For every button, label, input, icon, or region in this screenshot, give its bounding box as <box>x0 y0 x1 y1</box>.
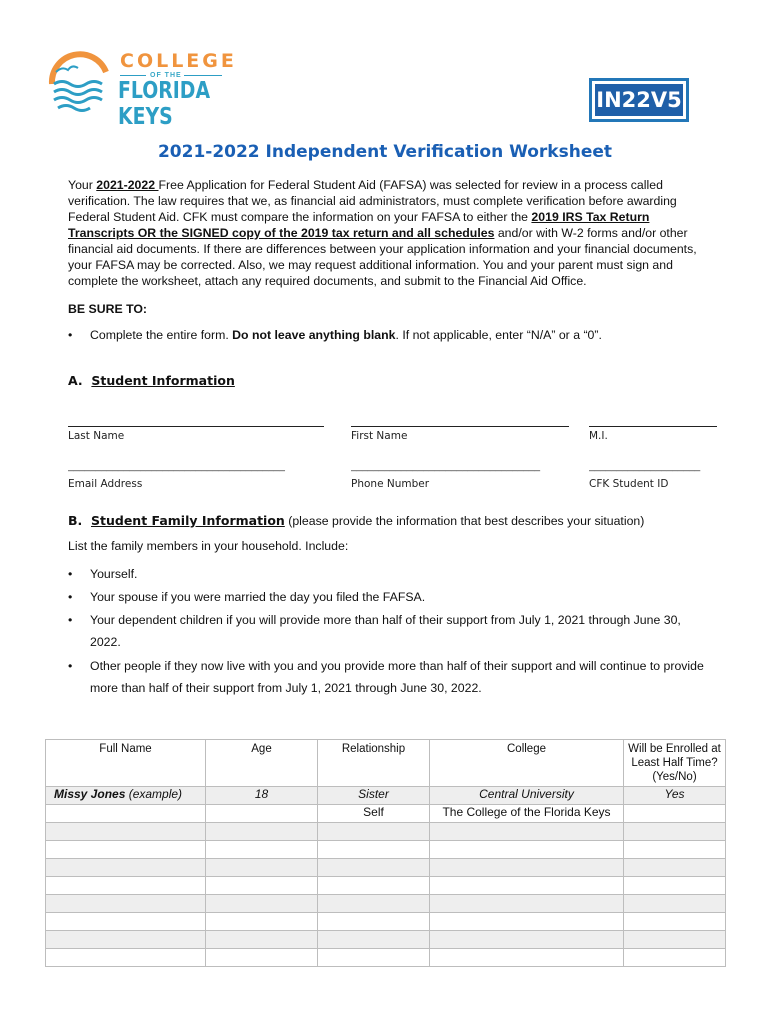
sun-waves-icon <box>44 44 114 114</box>
first-name-label: First Name <box>351 430 408 442</box>
college-cell[interactable] <box>430 859 624 877</box>
bullet-icon: • <box>68 567 73 581</box>
section-b-heading <box>68 513 644 528</box>
college-cell[interactable] <box>430 841 624 859</box>
age-cell[interactable] <box>206 913 318 931</box>
relationship-cell[interactable] <box>318 913 430 931</box>
relationship-cell[interactable] <box>318 949 430 967</box>
age-cell[interactable] <box>206 805 318 823</box>
enrolled-cell[interactable] <box>624 913 726 931</box>
table-header-row <box>46 740 726 787</box>
section-title: Student Information <box>91 373 235 388</box>
table-row <box>46 913 726 931</box>
age-cell[interactable] <box>206 823 318 841</box>
college-cell[interactable] <box>430 895 624 913</box>
section-title: Student Family Information <box>91 513 285 528</box>
enrolled-cell[interactable] <box>624 859 726 877</box>
family-list-intro: List the family members in your household. Include: <box>68 539 349 553</box>
relationship-cell[interactable] <box>318 931 430 949</box>
family-bullet-text: Your dependent children if you will provide more than half of their support from July 1, 2021 through June 30, 2022. <box>90 613 681 649</box>
age-cell[interactable] <box>206 931 318 949</box>
age-cell[interactable] <box>206 859 318 877</box>
name-cell[interactable] <box>46 823 206 841</box>
relationship-cell[interactable] <box>318 823 430 841</box>
table-row <box>46 877 726 895</box>
age-cell[interactable] <box>206 949 318 967</box>
intro-text: Your <box>68 178 97 192</box>
enrolled-cell[interactable] <box>624 805 726 823</box>
logo-florida-keys-text: FLORIDA KEYS <box>118 78 211 130</box>
table-row <box>46 841 726 859</box>
be-sure-text: Complete the entire form. <box>90 328 233 342</box>
intro-required-docs: 2019 IRS Tax Return Transcripts OR the SIGNED copy of the 2019 tax return and all schedules <box>68 210 650 240</box>
college-cell[interactable] <box>430 931 624 949</box>
family-bullet-text: Other people if they now live with you and you provide more than half of their support and will continue to provide more than half of their support from July 1, 2021 through June 30, 2022. <box>90 659 704 695</box>
intro-text: Free Application for Federal Student Aid (FAFSA) was selected for review in a process called verification. The law requires that we, as financial aid administrators, must complete verification before awarding Federal Student Aid. CFK must compare the information on your FAFSA to either the <box>68 178 677 224</box>
enrolled-cell[interactable] <box>624 931 726 949</box>
section-letter: B. <box>68 513 83 528</box>
be-sure-text: . If not applicable, enter “N/A” or a “0”. <box>395 328 602 342</box>
relationship-cell[interactable] <box>318 877 430 895</box>
age-cell[interactable] <box>206 877 318 895</box>
example-name-cell: Missy Jones (example) <box>46 787 206 805</box>
name-cell[interactable] <box>46 949 206 967</box>
example-enrolled-cell: Yes <box>624 787 726 805</box>
be-sure-heading: BE SURE TO: <box>68 302 148 316</box>
relationship-cell[interactable] <box>318 895 430 913</box>
bullet-icon: • <box>68 328 73 342</box>
email-field[interactable]: _______________________________________ <box>68 461 285 472</box>
name-cell[interactable] <box>46 895 206 913</box>
section-note: (please provide the information that best describes your situation) <box>284 514 645 528</box>
intro-year: 2021-2022 <box>96 178 159 192</box>
relationship-cell[interactable] <box>318 859 430 877</box>
column-header: Relationship <box>318 740 430 787</box>
logo-divider <box>120 75 146 76</box>
last-name-field[interactable] <box>68 426 324 427</box>
family-members-table <box>45 739 726 967</box>
family-bullet-text: Yourself. <box>90 567 138 581</box>
enrolled-cell[interactable] <box>624 895 726 913</box>
table-row <box>46 931 726 949</box>
form-code-text: IN22V5 <box>595 84 683 116</box>
enrolled-cell[interactable] <box>624 841 726 859</box>
name-cell[interactable] <box>46 805 206 823</box>
college-cell[interactable] <box>430 877 624 895</box>
college-cell[interactable] <box>430 949 624 967</box>
relationship-cell[interactable] <box>318 841 430 859</box>
name-cell[interactable] <box>46 859 206 877</box>
age-cell[interactable] <box>206 895 318 913</box>
enrolled-cell[interactable] <box>624 823 726 841</box>
cfk-id-field[interactable]: ____________________ <box>589 461 701 472</box>
name-cell[interactable] <box>46 913 206 931</box>
column-header: College <box>430 740 624 787</box>
bullet-icon: • <box>68 613 73 627</box>
example-relationship-cell: Sister <box>318 787 430 805</box>
example-college-cell: Central University <box>430 787 624 805</box>
first-name-field[interactable] <box>351 426 569 427</box>
mi-label: M.I. <box>589 430 608 442</box>
relationship-cell[interactable]: Self <box>318 805 430 823</box>
table-row-example <box>46 787 726 805</box>
table-row <box>46 823 726 841</box>
example-age-cell: 18 <box>206 787 318 805</box>
table-row <box>46 949 726 967</box>
mi-field[interactable] <box>589 426 717 427</box>
enrolled-cell[interactable] <box>624 877 726 895</box>
age-cell[interactable] <box>206 841 318 859</box>
college-cell[interactable] <box>430 823 624 841</box>
last-name-label: Last Name <box>68 430 125 442</box>
logo-ofthe-text: OF THE <box>150 72 182 79</box>
name-cell[interactable] <box>46 931 206 949</box>
page-title: 2021-2022 Independent Verification Worksheet <box>157 142 613 162</box>
table-row <box>46 805 726 823</box>
intro-text: and/or with W-2 forms and/or other financial aid documents. If there are differences between your application information and your financial documents, your FAFSA may be corrected. Also, we may request additional information. You and your parent must sign and complete the worksheet, attach any required documents, and submit to the Financial Aid Office. <box>68 226 697 288</box>
table-row <box>46 859 726 877</box>
cfk-id-label: CFK Student ID <box>589 478 669 490</box>
column-header: Will be Enrolled at Least Half Time? (Yes/No) <box>624 740 726 787</box>
section-letter: A. <box>68 373 83 388</box>
form-code-badge <box>589 78 689 122</box>
email-label: Email Address <box>68 478 143 490</box>
phone-field[interactable]: __________________________________ <box>351 461 541 472</box>
bullet-icon: • <box>68 659 73 673</box>
college-logo <box>44 44 237 130</box>
name-cell[interactable] <box>46 841 206 859</box>
logo-college-text: COLLEGE <box>120 50 237 72</box>
college-cell[interactable] <box>430 913 624 931</box>
column-header: Age <box>206 740 318 787</box>
phone-label: Phone Number <box>351 478 430 490</box>
bullet-icon: • <box>68 590 73 604</box>
column-header: Full Name <box>46 740 206 787</box>
intro-paragraph <box>68 177 718 289</box>
enrolled-cell[interactable] <box>624 949 726 967</box>
logo-divider <box>184 75 222 76</box>
be-sure-emphasis: Do not leave anything blank <box>232 328 396 342</box>
table-row <box>46 895 726 913</box>
name-cell[interactable] <box>46 877 206 895</box>
college-cell[interactable]: The College of the Florida Keys <box>430 805 624 823</box>
family-bullet-text: Your spouse if you were married the day you filed the FAFSA. <box>90 590 426 604</box>
section-a-heading <box>68 373 235 388</box>
